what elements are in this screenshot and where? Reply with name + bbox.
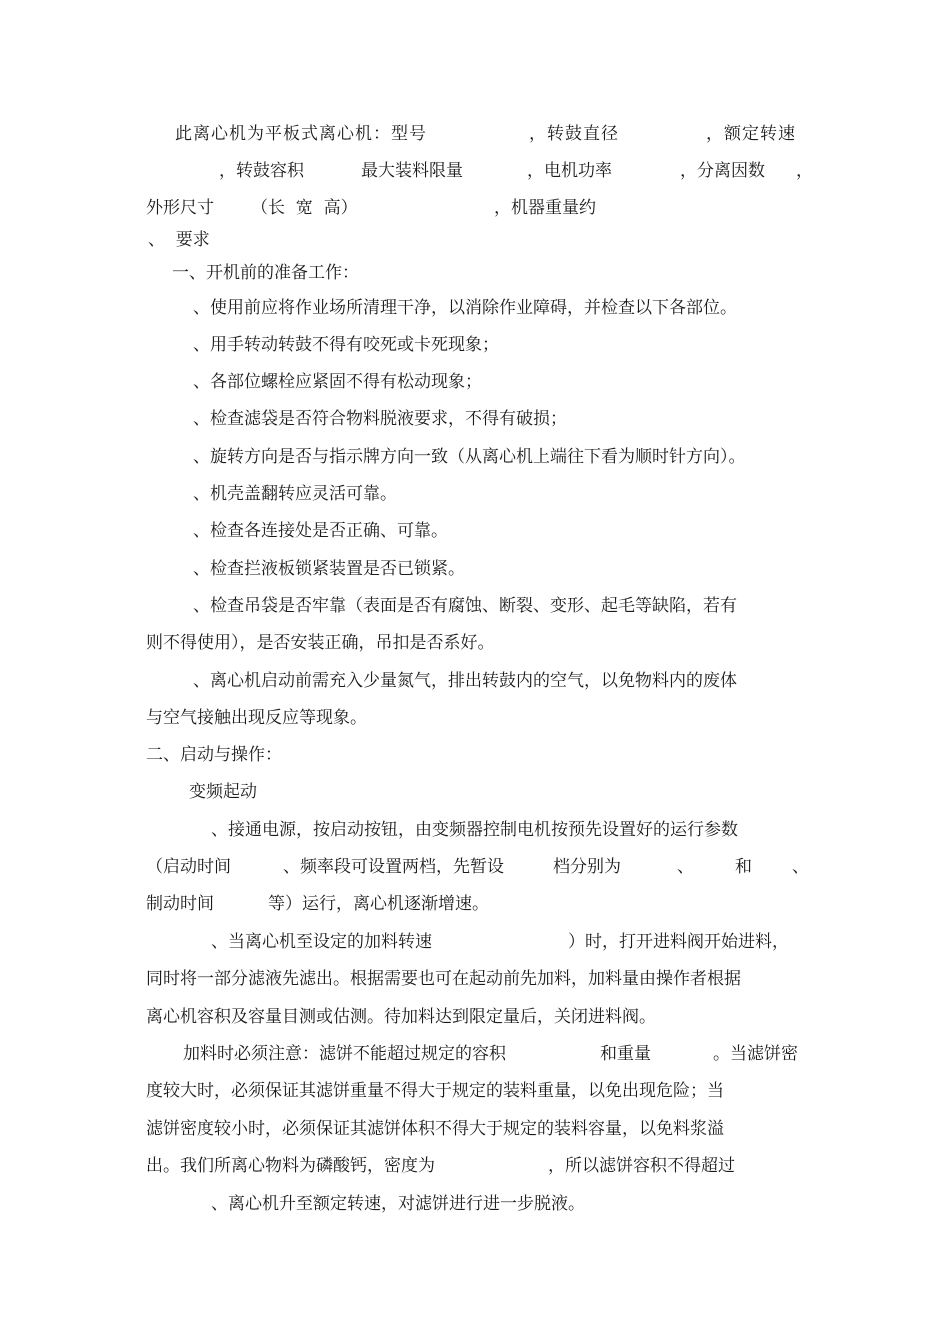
paragraph-line: 和 [735, 857, 752, 877]
list-item: 、旋转方向是否与指示牌方向一致（从离心机上端往下看为顺时针方向）。 [193, 447, 746, 467]
paragraph-line: 制动时间 [146, 894, 214, 914]
paragraph-line: ，所以滤饼容积不得超过 [548, 1156, 735, 1176]
paragraph-line: 、 [677, 857, 694, 877]
list-item: 、检查各连接处是否正确、可靠。 [193, 521, 448, 541]
list-item: 、机壳盖翻转应灵活可靠。 [193, 484, 397, 504]
intro-text: （长 宽 高） [251, 198, 358, 218]
paragraph-line: 、离心机升至额定转速，对滤饼进行进一步脱液。 [211, 1194, 585, 1214]
section-heading: 一、开机前的准备工作： [172, 263, 359, 283]
list-item: 、检查滤袋是否符合物料脱液要求，不得有破损； [193, 409, 567, 429]
intro-text: ，电机功率 [527, 161, 612, 181]
paragraph-line: 度较大时，必须保证其滤饼重量不得大于规定的装料重量，以免出现危险；当 [146, 1081, 724, 1101]
paragraph-line: 、 [792, 857, 809, 877]
paragraph-line: 、当离心机至设定的加料转速 [211, 932, 432, 952]
list-item: 、检查吊袋是否牢靠（表面是否有腐蚀、断裂、变形、起毛等缺陷，若有 [193, 596, 737, 616]
paragraph-line: 。当滤饼密 [713, 1044, 798, 1064]
list-item: 则不得使用），是否安装正确，吊扣是否系好。 [146, 633, 495, 653]
intro-text: ，额定转速 [706, 124, 796, 144]
paragraph-line: 等）运行，离心机逐渐增速。 [268, 894, 489, 914]
intro-text: ， [796, 161, 813, 181]
list-item: 、离心机启动前需充入少量氮气，排出转鼓内的空气，以免物料内的废体 [193, 671, 737, 691]
subheading: 变频起动 [189, 782, 257, 802]
paragraph-line: 同时将一部分滤液先滤出。根据需要也可在起动前先加料，加料量由操作者根据 [146, 969, 741, 989]
list-item: 、各部位螺栓应紧固不得有松动现象； [193, 372, 482, 392]
paragraph-line: 离心机容积及容量目测或估测。待加料达到限定量后，关闭进料阀。 [146, 1007, 656, 1027]
paragraph-line: 档分别为 [553, 857, 621, 877]
list-item: 与空气接触出现反应等现象。 [146, 708, 367, 728]
paragraph-line: ）时，打开进料阀开始进料， [568, 932, 789, 952]
paragraph-line: 、频率段可设置两档，先暂设 [283, 857, 504, 877]
intro-text: ，机器重量约 [494, 198, 596, 218]
intro-text: 此离心机为平板式离心机：型号 [175, 124, 427, 144]
intro-text: ，分离因数 [680, 161, 765, 181]
intro-text: 外形尺寸 [146, 198, 214, 218]
paragraph-line: （启动时间 [146, 857, 231, 877]
intro-text: ，转鼓容积 [219, 161, 304, 181]
paragraph-line: 加料时必须注意：滤饼不能超过规定的容积 [183, 1044, 506, 1064]
section-heading: 二、启动与操作： [146, 745, 282, 765]
paragraph-line: 滤饼密度较小时，必须保证其滤饼体积不得大于规定的装料容量，以免料浆溢 [146, 1119, 724, 1139]
list-item: 、检查拦液板锁紧装置是否已锁紧。 [193, 559, 465, 579]
list-item: 、使用前应将作业场所清理干净，以消除作业障碍，并检查以下各部位。 [193, 298, 737, 318]
requirements-heading: 、 要求 [148, 230, 210, 250]
paragraph-line: 出。我们所离心物料为磷酸钙，密度为 [146, 1156, 435, 1176]
list-item: 、用手转动转鼓不得有咬死或卡死现象； [193, 335, 499, 355]
paragraph-line: 和重量 [600, 1044, 651, 1064]
intro-text: ，转鼓直径 [529, 124, 619, 144]
paragraph-line: 、接通电源，按启动按钮，由变频器控制电机按预先设置好的运行参数 [211, 820, 738, 840]
intro-text: 最大装料限量 [361, 161, 463, 181]
